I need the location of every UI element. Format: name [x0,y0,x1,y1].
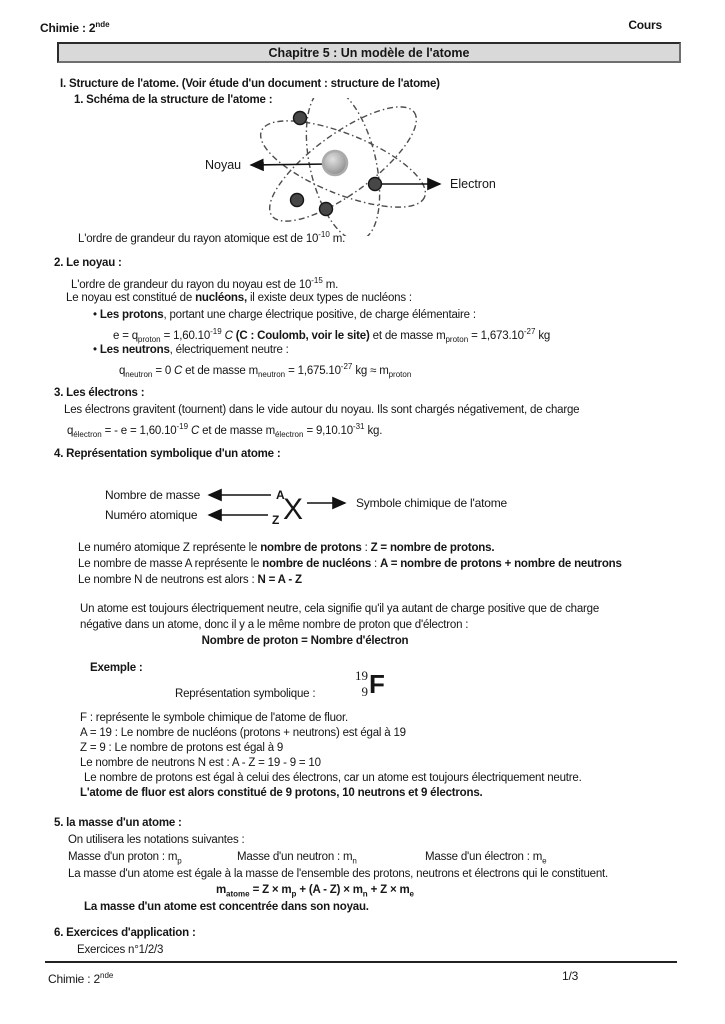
electron-dot [320,203,333,216]
line-notations: On utilisera les notations suivantes : [68,834,245,846]
line-masse-proton: Masse d'un proton : $m_p$ [68,851,182,866]
nucleus-label: Noyau [205,158,242,172]
line-neutral-2: négative dans un atome, donc il y a le même nombre de proton que d'électron : [80,619,469,631]
line-electron-charge-mass: $q_{électron}$ = - $e = 1,60.10^{-19}$ C et de masse $m_{électron} = 9,10.10^{-31}$ kg. [67,422,383,440]
nucleus-dot [323,151,347,175]
line-neutral-1: Un atome est toujours électriquement neutre, cela signifie qu'il ya autant de charge positive que de charge [80,603,600,615]
header-course-title: Chimie : 2nde [40,20,110,35]
line-masse-neutron: Masse d'un neutron : $m_n$ [237,851,357,866]
line-masse-formule: $m_{atome} = Z \times m_p + (A - Z) \times m_n + Z \times m_e$ [216,884,414,899]
line-nucleus-radius: L'ordre de grandeur du rayon du noyau est de $10^{-15}$ m. [71,276,339,291]
atomic-number-label: Numéro atomique [105,508,198,522]
header-doc-type: Cours [628,18,662,32]
example-atomic-number: 9 [361,684,368,699]
line-proton-charge-mass: $e = q_{proton} = 1,60.10^{-19}$ C (C : Coulomb, voir le site) et de masse $m_{proton} = 1,673.10^{-27}$ kg [113,327,551,345]
line-atomic-radius: L'ordre de grandeur du rayon atomique est de $10^{-10}$ m. [78,230,346,245]
line-z-9: Z = 9 : Le nombre de protons est égal à 9 [80,742,284,754]
line-a-19: A = 19 : Le nombre de nucléons (protons + neutrons) est égal à 19 [80,727,406,739]
footer-page-number: 1/3 [562,969,579,983]
line-masse-electron: Masse d'un électron : $m_e$ [425,851,547,866]
heading-noyau: 2. Le noyau : [54,257,122,269]
example-nuclide-symbol [355,668,385,700]
line-representation-symbolique: Représentation symbolique : [175,688,316,700]
atomic-letter: Z [272,513,280,527]
line-n-neutrons: Le nombre N de neutrons est alors : N = A - Z [78,574,302,586]
line-n-10: Le nombre de neutrons N est : A - Z = 19 - 9 = 10 [80,757,321,769]
footer-course-title: Chimie : 2nde [48,971,114,986]
line-proton-equals-electron: Nombre de proton = Nombre d'électron [201,635,409,647]
line-masse-totale: La masse d'un atome est égale à la masse de l'ensemble des protons, neutrons et électrons qui le constituent. [68,868,609,880]
bullet-protons: • Les protons, portant une charge électrique positive, de charge élémentaire : [93,309,476,321]
heading-structure-atome: I. Structure de l'atome. (Voir étude d'un document : structure de l'atome) [60,78,440,90]
line-exercices-numeros: Exercices n°1/2/3 [77,944,164,956]
line-nucleons-intro: Le noyau est constitué de nucléons, il existe deux types de nucléons : [66,292,412,304]
chapter-title: Chapitre 5 : Un modèle de l'atome [268,46,470,60]
example-mass-number: 19 [355,668,368,683]
element-letter: X [283,493,304,526]
chemical-symbol-label: Symbole chimique de l'atome [356,496,507,510]
electron-dot [369,178,382,191]
electron-label: Electron [450,177,496,191]
nucleus-arrow [251,164,330,165]
line-a-nucleons: Le nombre de masse A représente le nombre de nucléons : A = nombre de protons + nombre de neutrons [78,558,622,570]
example-element-symbol: F [369,669,385,699]
line-neutron-charge-mass: $q_{neutron} = 0$ C et de masse $m_{neutron} = 1,675.10^{-27}$ kg ≈ $m_{proton}$ [119,362,412,380]
line-fluor-symbol: F : représente le symbole chimique de l'atome de fluor. [80,712,348,724]
atom-diagram [185,98,530,236]
chapter-title-box [57,42,681,63]
mass-number-label: Nombre de masse [105,488,201,502]
electron-dot [294,112,307,125]
electron-dot [291,194,304,207]
mass-letter: A [276,488,285,502]
line-z-protons: Le numéro atomique Z représente le nombre de protons : Z = nombre de protons. [78,542,495,554]
heading-representation-symbolique: 4. Représentation symbolique d'un atome : [54,448,281,460]
heading-exercices: 6. Exercices d'application : [54,927,196,939]
heading-masse-atome: 5. la masse d'un atome : [54,817,182,829]
heading-schema: 1. Schéma de la structure de l'atome : [74,94,273,106]
bullet-neutrons: • Les neutrons, électriquement neutre : [93,344,289,356]
heading-exemple: Exemple : [90,662,143,674]
line-protons-electrons-equal: Le nombre de protons est égal à celui des électrons, car un atome est toujours électriquement neutre. [84,772,582,784]
footer-rule [45,961,677,963]
line-masse-noyau: La masse d'un atome est concentrée dans son noyau. [84,901,369,913]
line-electrons-1: Les électrons gravitent (tournent) dans le vide autour du noyau. Ils sont chargés négativement, de charge [64,404,580,416]
nuclide-notation-diagram [93,482,538,536]
heading-electrons: 3. Les électrons : [54,387,145,399]
line-fluor-composition: L'atome de fluor est alors constitué de 9 protons, 10 neutrons et 9 électrons. [80,787,483,799]
